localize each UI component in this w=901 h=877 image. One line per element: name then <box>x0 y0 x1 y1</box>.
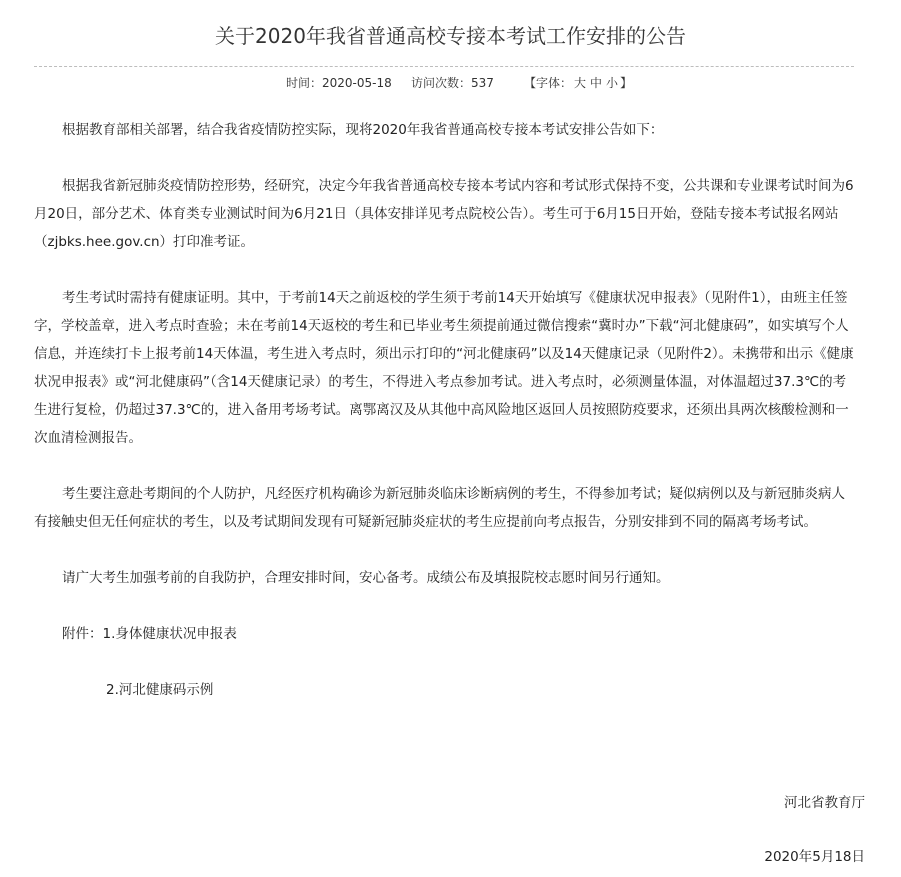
attachments-label: 附件： <box>62 626 103 642</box>
paragraph-personal-protection: 考生要注意赴考期间的个人防护，凡经医疗机构确诊为新冠肺炎临床诊断病例的考生，不得参加考试；疑似病例以及与新冠肺炎病人有接触史但无任何症状的考生，以及考试期间发现有可疑新冠肺炎症状的考生应提前向考点报告，分别安排到不同的隔离考场考试。 <box>34 486 845 530</box>
issuer-signature: 河北省教育厅 <box>784 795 865 811</box>
publish-time <box>286 74 392 92</box>
time-label: 时间： <box>286 76 323 90</box>
font-large-button[interactable]: 大 <box>574 76 587 90</box>
font-size-control <box>524 74 632 92</box>
visits-label: 访问次数： <box>411 76 472 90</box>
time-value: 2020-05-18 <box>322 76 392 90</box>
font-open-label: 【字体： <box>524 76 573 90</box>
font-close-label: 】 <box>620 76 633 90</box>
paragraph-reminder: 请广大考生加强考前的自我防护，合理安排时间，安心备考。成绩公布及填报院校志愿时间另行通知。 <box>62 570 670 586</box>
attachment-1[interactable] <box>34 620 858 648</box>
font-small-button[interactable]: 小 <box>606 76 619 90</box>
paragraph-intro: 根据教育部相关部署，结合我省疫情防控实际，现将2020年我省普通高校专接本考试安排公告如下： <box>62 122 664 138</box>
paragraph-health-certificate: 考生考试时需持有健康证明。其中，于考前14天之前返校的学生须于考前14天开始填写《健康状况申报表》（见附件1），由班主任签字，学校盖章，进入考点时查验；未在考前14天返校的考生和已毕业考生须提前通过微信搜索“冀时办”下载“河北健康码”，如实填写个人信息，并连续打卡上报考前14天体温，考生进入考点时，须出示打印的“河北健康码”以及14天健康记录（见附件2）。未携带和出示《健康状况申报表》或“河北健康码”（含14天健康记录）的考生，不得进入考点参加考试。进入考点时，必须测量体温，对体温超过37.3℃的考生进行复检，仍超过37.3℃的，进入备用考场考试。离鄂离汉及从其他中高风险地区返回人员按照防疫要求，还须出具两次核酸检测和一次血清检测报告。 <box>34 290 854 446</box>
attachment-1-label: 1.身体健康状况申报表 <box>102 626 237 642</box>
issue-date: 2020年5月18日 <box>764 849 865 865</box>
paragraph-exam-schedule: 根据我省新冠肺炎疫情防控形势，经研究，决定今年我省普通高校专接本考试内容和考试形式保持不变，公共课和专业课考试时间为6月20日，部分艺术、体育类专业测试时间为6月21日（具体安排详见考点院校公告）。考生可于6月15日开始，登陆专接本考试报名网站（zjbks.hee.gov.cn）打印准考证。 <box>34 178 854 250</box>
title-divider <box>34 66 854 67</box>
font-medium-button[interactable]: 中 <box>590 76 603 90</box>
visits-value: 537 <box>471 76 494 90</box>
article-title: 关于2020年我省普通高校专接本考试工作安排的公告 <box>215 24 686 48</box>
attachment-2[interactable]: 2.河北健康码示例 <box>106 682 214 698</box>
visit-count <box>411 74 494 92</box>
article-body <box>34 116 858 704</box>
